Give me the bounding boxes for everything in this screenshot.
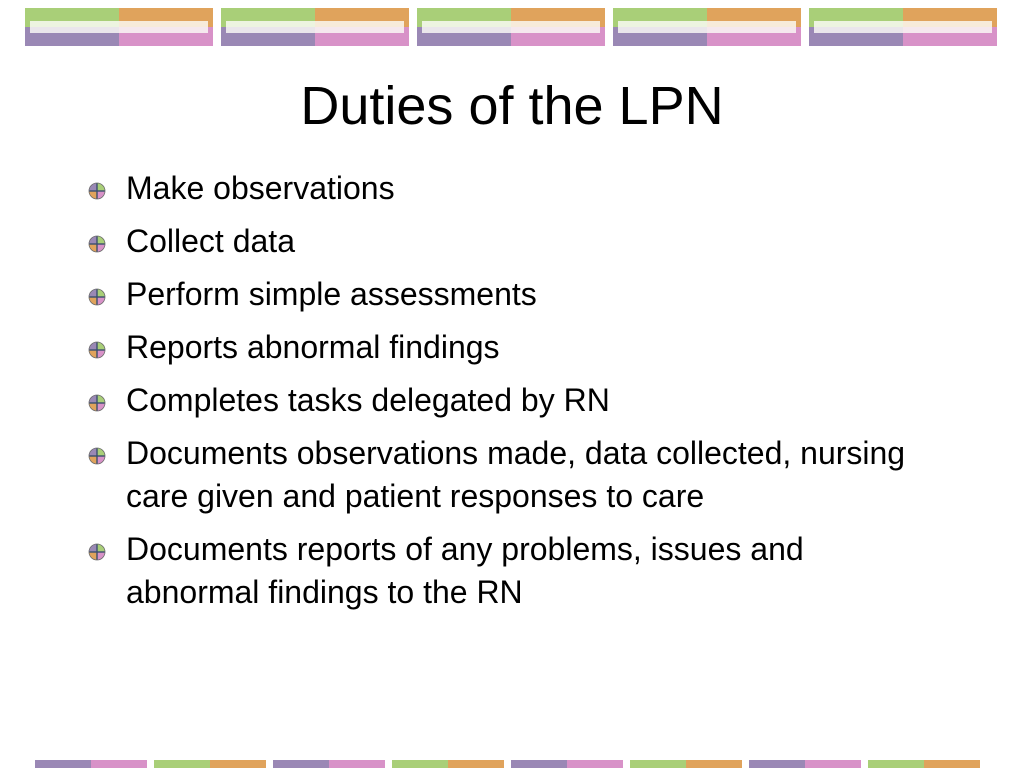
bullet-text: Reports abnormal findings bbox=[126, 329, 500, 365]
bullet-text: Documents observations made, data collected, nursing care given and patient responses to care bbox=[126, 435, 906, 514]
bullet-item bbox=[88, 528, 918, 614]
bullet-text: Make observations bbox=[126, 170, 395, 206]
quadrant-ball-icon bbox=[88, 543, 106, 561]
quadrant-ball-icon bbox=[88, 341, 106, 359]
slide-title: Duties of the LPN bbox=[300, 76, 724, 136]
banner-block bbox=[154, 760, 266, 768]
bullet-item bbox=[88, 167, 918, 210]
quadrant-ball-icon bbox=[88, 447, 106, 465]
bullet-list bbox=[88, 167, 918, 624]
banner-block bbox=[221, 8, 409, 46]
top-decorative-banner bbox=[0, 8, 1024, 48]
bullet-text: Documents reports of any problems, issues and abnormal findings to the RN bbox=[126, 531, 804, 610]
bullet-item bbox=[88, 326, 918, 369]
banner-block bbox=[392, 760, 504, 768]
quadrant-ball-icon bbox=[88, 235, 106, 253]
bottom-decorative-banner bbox=[0, 760, 1024, 768]
banner-block bbox=[630, 760, 742, 768]
banner-block bbox=[273, 760, 385, 768]
bullet-text: Collect data bbox=[126, 223, 295, 259]
banner-block bbox=[511, 760, 623, 768]
banner-block bbox=[417, 8, 605, 46]
quadrant-ball-icon bbox=[88, 182, 106, 200]
bullet-item bbox=[88, 379, 918, 422]
quadrant-ball-icon bbox=[88, 394, 106, 412]
bullet-item bbox=[88, 220, 918, 263]
banner-block bbox=[613, 8, 801, 46]
banner-block bbox=[25, 8, 213, 46]
banner-block bbox=[809, 8, 997, 46]
bullet-text: Completes tasks delegated by RN bbox=[126, 382, 610, 418]
bullet-item bbox=[88, 432, 918, 518]
banner-block bbox=[868, 760, 980, 768]
banner-block bbox=[749, 760, 861, 768]
quadrant-ball-icon bbox=[88, 288, 106, 306]
bullet-text: Perform simple assessments bbox=[126, 276, 537, 312]
bullet-item bbox=[88, 273, 918, 316]
banner-block bbox=[35, 760, 147, 768]
